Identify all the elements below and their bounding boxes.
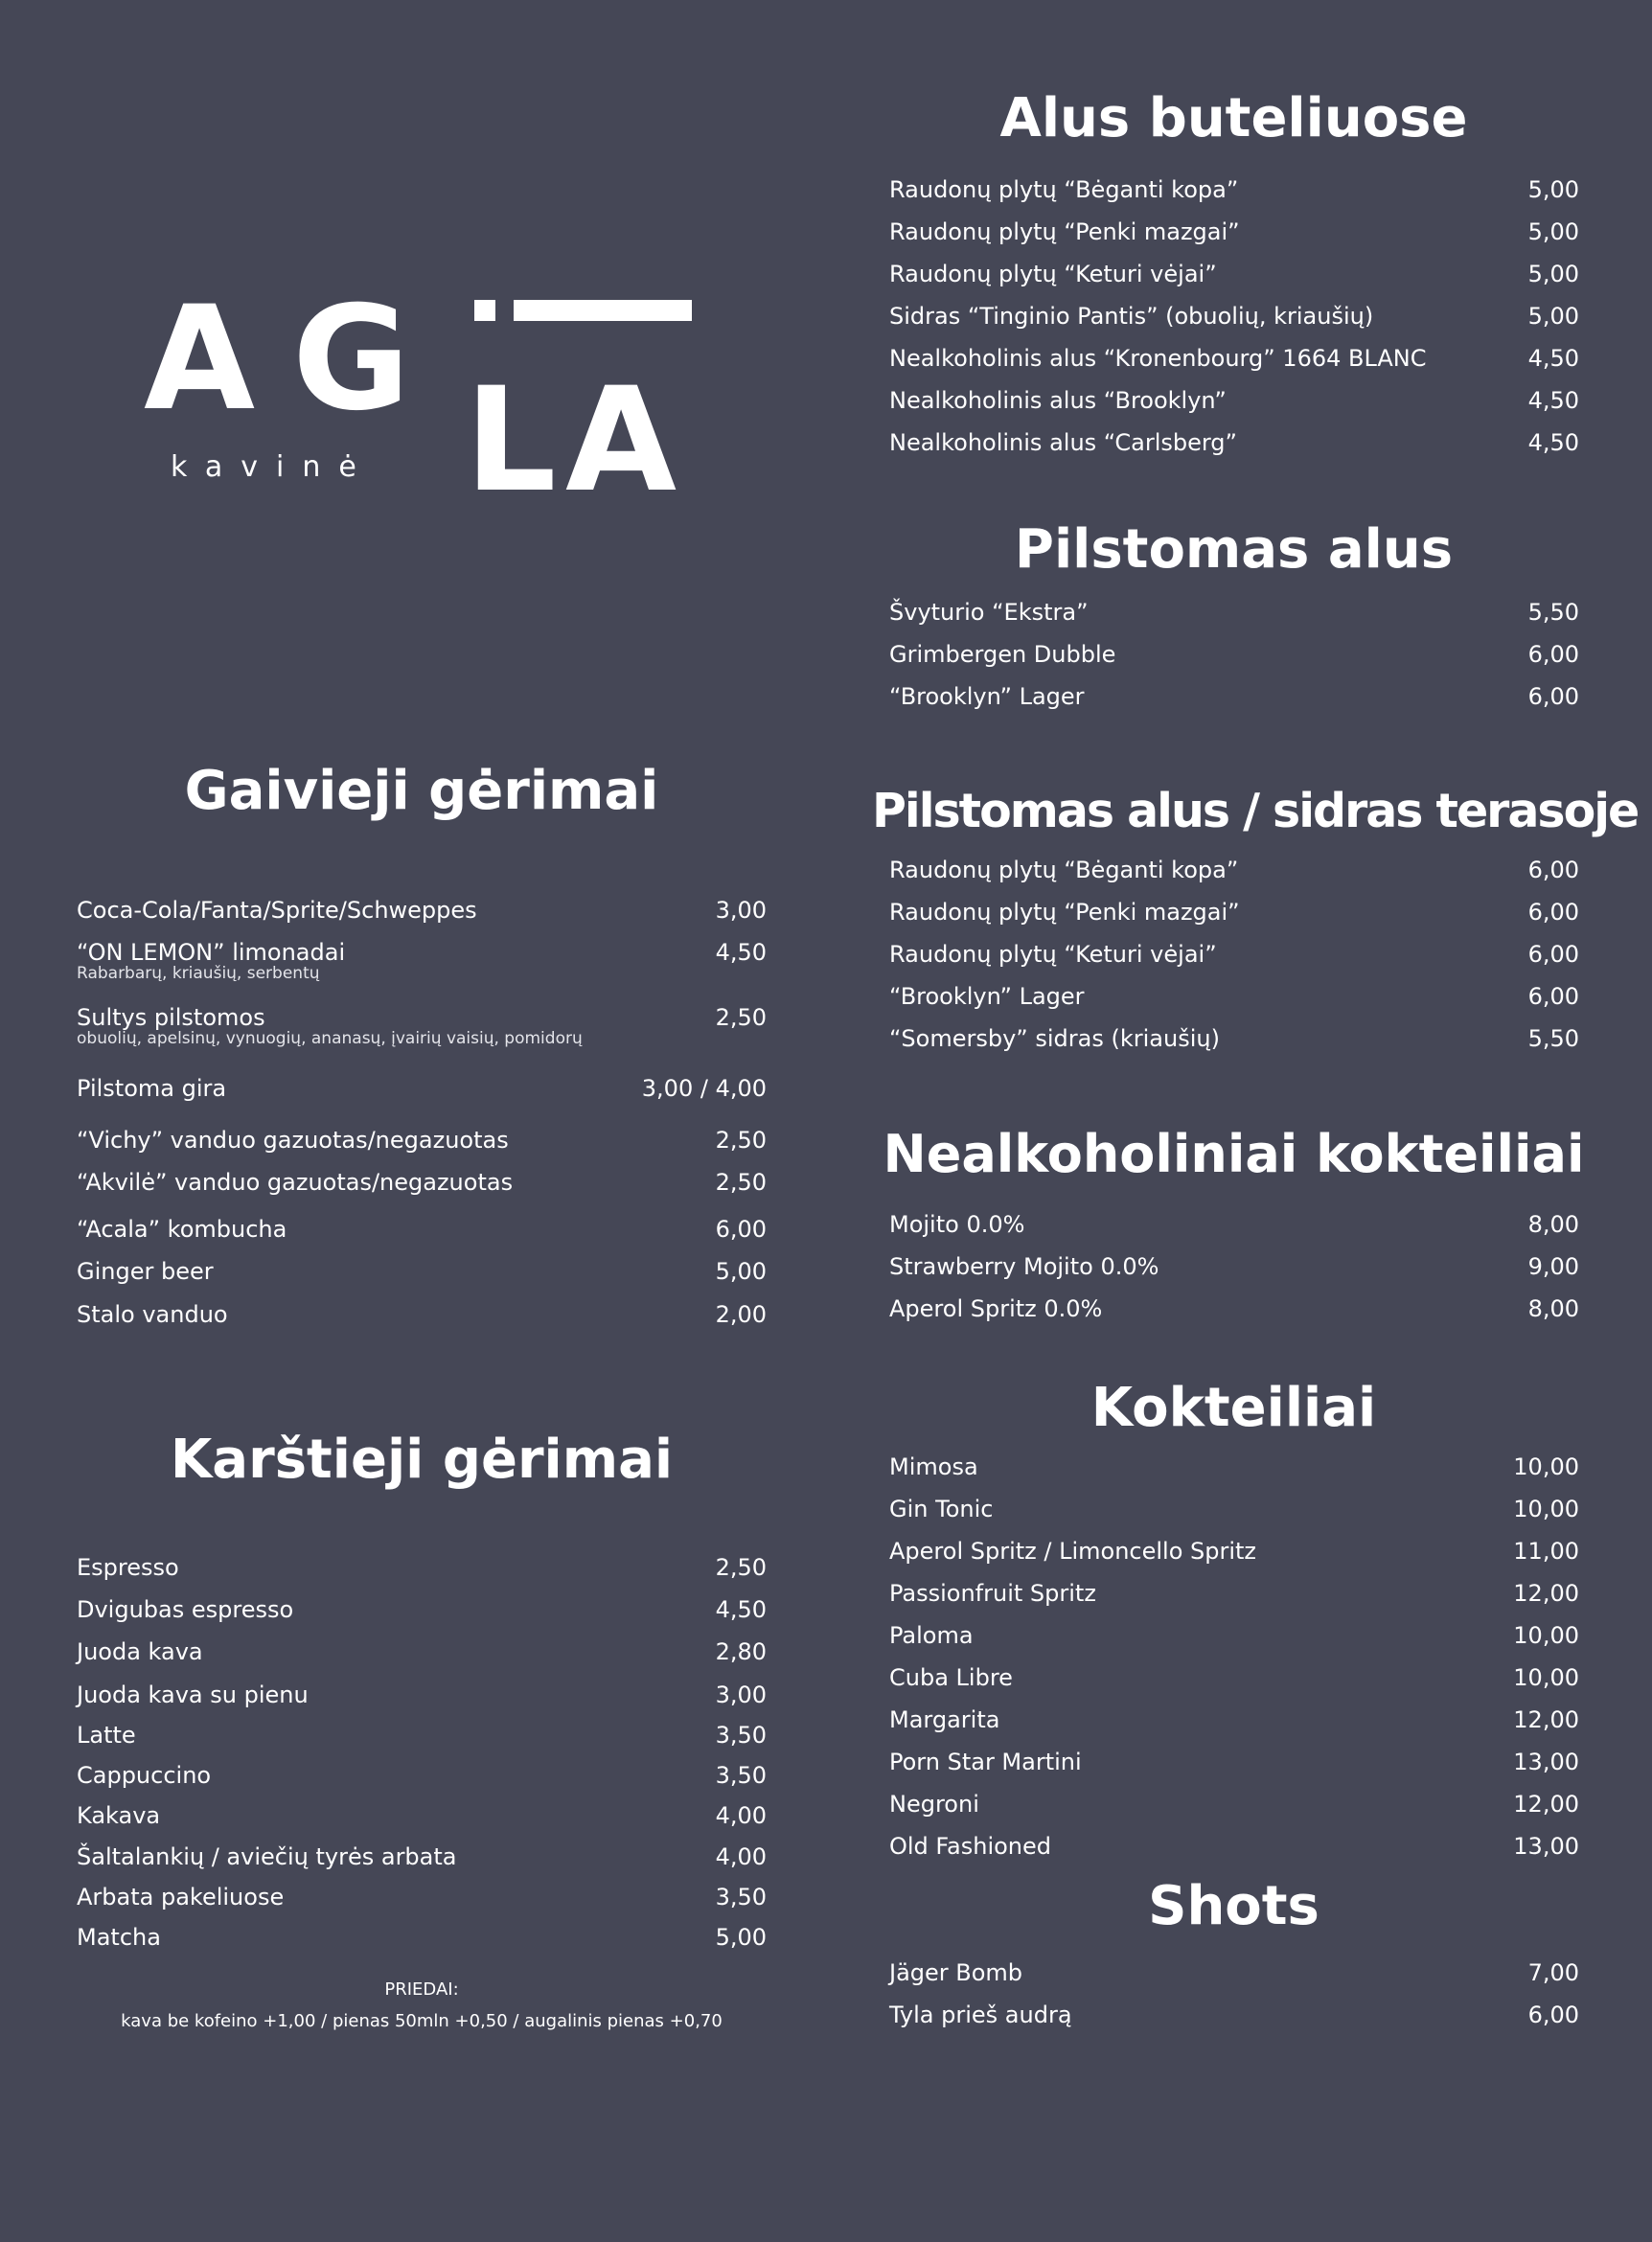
item-price: 5,00 bbox=[1527, 303, 1579, 330]
item-note: Rabarbarų, kriaušių, serbentų bbox=[77, 964, 320, 983]
item-name: Cappuccino bbox=[77, 1762, 212, 1789]
item-name: “Brooklyn” Lager bbox=[889, 683, 1085, 710]
item-price: 2,80 bbox=[715, 1638, 767, 1665]
item-name: Coca-Cola/Fanta/Sprite/Schweppes bbox=[77, 897, 477, 924]
item-name: Arbata pakeliuose bbox=[77, 1884, 285, 1910]
item-price: 11,00 bbox=[1513, 1538, 1579, 1565]
item-name: “Brooklyn” Lager bbox=[889, 983, 1085, 1010]
item-name: Sultys pilstomos bbox=[77, 1004, 265, 1031]
item-note: obuolių, apelsinų, vynuogių, ananasų, įvairių vaisių, pomidorų bbox=[77, 1029, 583, 1048]
logo-letter-l: L bbox=[465, 357, 557, 524]
item-price: 3,00 / 4,00 bbox=[641, 1075, 767, 1102]
item-price: 2,50 bbox=[715, 1004, 767, 1031]
item-name: Švyturio “Ekstra” bbox=[889, 599, 1089, 626]
item-name: Dvigubas espresso bbox=[77, 1596, 294, 1623]
item-name: “Akvilė” vanduo gazuotas/negazuotas bbox=[77, 1169, 514, 1196]
item-name: Nealkoholinis alus “Carlsberg” bbox=[889, 429, 1237, 456]
item-name: Aperol Spritz / Limoncello Spritz bbox=[889, 1538, 1257, 1565]
section-title-shots: Shots bbox=[1148, 1875, 1319, 1937]
item-price: 5,50 bbox=[1527, 599, 1579, 626]
item-price: 5,50 bbox=[1527, 1025, 1579, 1052]
logo-bar bbox=[514, 300, 692, 321]
item-price: 4,50 bbox=[715, 1596, 767, 1623]
item-name: “Vichy” vanduo gazuotas/negazuotas bbox=[77, 1127, 509, 1154]
logo-letter-a2: A bbox=[565, 357, 677, 524]
item-price: 4,50 bbox=[1527, 429, 1579, 456]
item-price: 5,00 bbox=[1527, 176, 1579, 203]
section-title-terasoje: Pilstomas alus / sidras terasoje bbox=[872, 784, 1639, 838]
item-price: 6,00 bbox=[715, 1216, 767, 1243]
item-price: 3,50 bbox=[715, 1722, 767, 1749]
logo-letter-g: G bbox=[292, 276, 411, 443]
item-price: 12,00 bbox=[1513, 1706, 1579, 1733]
item-price: 2,50 bbox=[715, 1127, 767, 1154]
item-price: 6,00 bbox=[1527, 683, 1579, 710]
item-name: Nealkoholinis alus “Kronenbourg” 1664 BLANC bbox=[889, 345, 1427, 372]
item-price: 5,00 bbox=[1527, 261, 1579, 287]
item-name: Juoda kava bbox=[77, 1638, 203, 1665]
item-name: “Somersby” sidras (kriaušių) bbox=[889, 1025, 1220, 1052]
item-name: Porn Star Martini bbox=[889, 1749, 1082, 1775]
section-title-pilstomas-alus: Pilstomas alus bbox=[1014, 518, 1454, 581]
item-price: 5,00 bbox=[715, 1258, 767, 1285]
item-price: 2,50 bbox=[715, 1554, 767, 1581]
item-name: Nealkoholinis alus “Brooklyn” bbox=[889, 387, 1227, 414]
logo-dot bbox=[474, 300, 495, 321]
item-name: Jäger Bomb bbox=[889, 1959, 1023, 1986]
section-title-nealkoholiniai: Nealkoholiniai kokteiliai bbox=[883, 1124, 1585, 1184]
item-name: Raudonų plytų “Penki mazgai” bbox=[889, 899, 1240, 926]
item-name: Stalo vanduo bbox=[77, 1301, 228, 1328]
item-price: 4,00 bbox=[715, 1843, 767, 1870]
item-price: 3,50 bbox=[715, 1884, 767, 1910]
item-name: Latte bbox=[77, 1722, 136, 1749]
item-name: Tyla prieš audrą bbox=[889, 2002, 1072, 2028]
item-name: Ginger beer bbox=[77, 1258, 214, 1285]
item-price: 2,00 bbox=[715, 1301, 767, 1328]
item-name: Aperol Spritz 0.0% bbox=[889, 1295, 1103, 1322]
item-name: Raudonų plytų “Penki mazgai” bbox=[889, 218, 1240, 245]
logo bbox=[144, 276, 700, 524]
item-name: Matcha bbox=[77, 1924, 161, 1951]
item-name: Strawberry Mojito 0.0% bbox=[889, 1253, 1159, 1280]
item-price: 10,00 bbox=[1513, 1622, 1579, 1649]
item-price: 6,00 bbox=[1527, 857, 1579, 883]
item-name: Gin Tonic bbox=[889, 1496, 994, 1522]
item-name: “ON LEMON” limonadai bbox=[77, 939, 346, 966]
item-price: 6,00 bbox=[1527, 2002, 1579, 2028]
item-price: 3,50 bbox=[715, 1762, 767, 1789]
item-price: 10,00 bbox=[1513, 1496, 1579, 1522]
item-name: Juoda kava su pienu bbox=[77, 1682, 309, 1708]
item-name: Raudonų plytų “Bėganti kopa” bbox=[889, 857, 1239, 883]
item-price: 6,00 bbox=[1527, 899, 1579, 926]
item-price: 5,00 bbox=[715, 1924, 767, 1951]
item-name: Paloma bbox=[889, 1622, 974, 1649]
logo-letter-a: A bbox=[144, 276, 256, 443]
section-title-gaivieji: Gaivieji gėrimai bbox=[184, 760, 659, 822]
item-name: Sidras “Tinginio Pantis” (obuolių, kriaušių) bbox=[889, 303, 1374, 330]
addons-note bbox=[77, 1974, 767, 2037]
item-price: 3,00 bbox=[715, 897, 767, 924]
item-price: 10,00 bbox=[1513, 1453, 1579, 1480]
item-price: 9,00 bbox=[1527, 1253, 1579, 1280]
item-name: Pilstoma gira bbox=[77, 1075, 227, 1102]
logo-subtitle: kavinė bbox=[171, 450, 375, 484]
item-name: Raudonų plytų “Keturi vėjai” bbox=[889, 261, 1217, 287]
item-price: 6,00 bbox=[1527, 983, 1579, 1010]
item-name: Raudonų plytų “Bėganti kopa” bbox=[889, 176, 1239, 203]
item-price: 12,00 bbox=[1513, 1791, 1579, 1818]
addons-text: kava be kofeino +1,00 / pienas 50mln +0,50 / augalinis pienas +0,70 bbox=[121, 2011, 723, 2031]
item-name: Mimosa bbox=[889, 1453, 978, 1480]
item-name: Mojito 0.0% bbox=[889, 1211, 1025, 1238]
item-price: 8,00 bbox=[1527, 1295, 1579, 1322]
item-price: 4,50 bbox=[1527, 387, 1579, 414]
section-title-kokteiliai: Kokteiliai bbox=[1090, 1377, 1377, 1439]
item-price: 10,00 bbox=[1513, 1664, 1579, 1691]
item-name: Šaltalankių / aviečių tyrės arbata bbox=[77, 1843, 457, 1870]
item-name: “Acala” kombucha bbox=[77, 1216, 287, 1243]
item-price: 6,00 bbox=[1527, 941, 1579, 968]
item-price: 4,00 bbox=[715, 1802, 767, 1829]
item-price: 2,50 bbox=[715, 1169, 767, 1196]
item-price: 8,00 bbox=[1527, 1211, 1579, 1238]
item-name: Passionfruit Spritz bbox=[889, 1580, 1096, 1607]
item-price: 13,00 bbox=[1513, 1749, 1579, 1775]
section-title-karstieji: Karštieji gėrimai bbox=[170, 1429, 674, 1491]
item-price: 13,00 bbox=[1513, 1833, 1579, 1860]
item-price: 5,00 bbox=[1527, 218, 1579, 245]
item-price: 4,50 bbox=[715, 939, 767, 966]
item-name: Cuba Libre bbox=[889, 1664, 1013, 1691]
item-name: Raudonų plytų “Keturi vėjai” bbox=[889, 941, 1217, 968]
item-name: Margarita bbox=[889, 1706, 1000, 1733]
item-name: Old Fashioned bbox=[889, 1833, 1052, 1860]
item-name: Negroni bbox=[889, 1791, 979, 1818]
item-price: 6,00 bbox=[1527, 641, 1579, 668]
item-name: Espresso bbox=[77, 1554, 179, 1581]
item-price: 12,00 bbox=[1513, 1580, 1579, 1607]
addons-title: PRIEDAI: bbox=[384, 1979, 459, 2000]
item-name: Grimbergen Dubble bbox=[889, 641, 1116, 668]
item-price: 7,00 bbox=[1527, 1959, 1579, 1986]
item-price: 3,00 bbox=[715, 1682, 767, 1708]
item-name: Kakava bbox=[77, 1802, 161, 1829]
section-title-alus-buteliuose: Alus buteliuose bbox=[999, 87, 1468, 149]
item-price: 4,50 bbox=[1527, 345, 1579, 372]
